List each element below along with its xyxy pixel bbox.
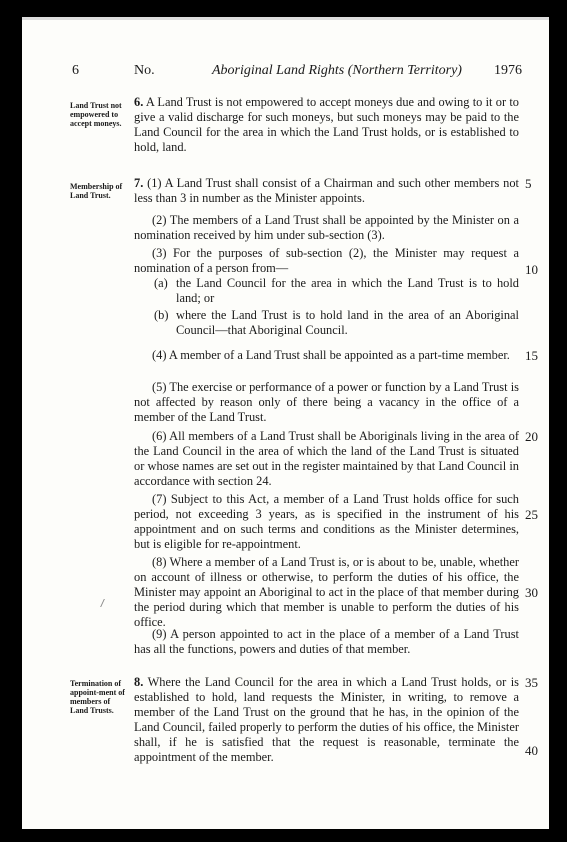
section-number: 8. xyxy=(134,675,144,689)
act-number-label: No. xyxy=(134,63,155,78)
item-text: the Land Council for the area in which the Land Trust is to hold land; or xyxy=(176,276,519,305)
section-7-subsection-5: (5) The exercise or performance of a power or function by a Land Trust is not affected by reason only of there being a vacancy in the office of a member of the Land Trust. xyxy=(134,380,519,424)
line-number-10: 10 xyxy=(525,262,538,277)
paragraph-text: A Land Trust is not empowered to accept moneys due and owing to it or to give a valid discharge for such moneys, but such moneys may be paid to the Land Council for the area in which the Land Trust holds, or is established to hold, land. xyxy=(134,95,519,154)
section-7-subsection-8: (8) Where a member of a Land Trust is, or is about to be, unable, whether on account of illness or otherwise, to perform the duties of his office, the Minister may appoint an Aboriginal to act in the place of that member during the period during which that member is unable to perform the duties of his office. xyxy=(134,555,519,629)
section-6-paragraph xyxy=(134,95,519,155)
stray-pen-mark xyxy=(100,599,111,607)
section-number: 7. xyxy=(134,176,144,190)
section-7-subsection-3: (3) For the purposes of sub-section (2), the Minister may request a nomination of a person from— xyxy=(134,246,519,275)
document-page xyxy=(22,17,549,829)
page-number: 6 xyxy=(72,63,79,78)
line-number-5: 5 xyxy=(525,176,532,191)
section-8-paragraph xyxy=(134,675,519,765)
section-7-subsection-7: (7) Subject to this Act, a member of a Land Trust holds office for such period, not exceeding 3 years, as is specified in the instrument of his appointment and on such terms and conditions as the Minister determines, but is eligible for re-appointment. xyxy=(134,492,519,551)
section-7-subsection-6: (6) All members of a Land Trust shall be Aboriginals living in the area of the Land Council in the area of which the land of the Land Trust is situated or whose names are set out in the register maintained by that Land Council in accordance with section 24. xyxy=(134,429,519,488)
margin-note-section-6: Land Trust not empowered to accept moneys. xyxy=(70,101,122,128)
margin-note-section-7: Membership of Land Trust. xyxy=(70,182,123,200)
line-number-40: 40 xyxy=(525,743,538,758)
act-title: Aboriginal Land Rights (Northern Territory) xyxy=(212,63,462,78)
line-number-25: 25 xyxy=(525,507,538,522)
paragraph-text: Where the Land Council for the area in which a Land Trust holds, or is established to hold, land requests the Minister, in writing, to remove a member of the Land Trust on the ground that he has, in the opinion of the Land Council, failed properly to perform the duties of his office, the Minister shall, if he is satisfied that the request is reasonable, terminate the appointment of the member. xyxy=(134,675,519,764)
section-7-subsection-2: (2) The members of a Land Trust shall be appointed by the Minister on a nomination received by him under sub-section (3). xyxy=(134,213,519,242)
act-year: 1976 xyxy=(494,63,522,78)
line-number-20: 20 xyxy=(525,429,538,444)
section-7-subsection-4: (4) A member of a Land Trust shall be appointed as a part-time member. xyxy=(152,348,510,362)
section-number: 6. xyxy=(134,95,144,109)
section-7-subsection-9: (9) A person appointed to act in the place of a member of a Land Trust has all the functions, powers and duties of that member. xyxy=(134,627,519,656)
line-number-30: 30 xyxy=(525,585,538,600)
line-number-35: 35 xyxy=(525,675,538,690)
paper-edge xyxy=(22,17,549,20)
line-number-15: 15 xyxy=(525,348,538,363)
item-text: where the Land Trust is to hold land in the area of an Aboriginal Council—that Aboriginal Council. xyxy=(176,308,519,337)
section-7-subsection-1 xyxy=(134,176,519,206)
item-label: (a) xyxy=(154,276,168,290)
page-header xyxy=(72,63,522,81)
paragraph-text: (1) A Land Trust shall consist of a Chairman and such other members not less than 3 in number as the Minister appoints. xyxy=(134,176,519,205)
margin-note-section-8: Termination of appoint-ment of members of Land Trusts. xyxy=(70,679,125,715)
item-label: (b) xyxy=(154,308,169,322)
